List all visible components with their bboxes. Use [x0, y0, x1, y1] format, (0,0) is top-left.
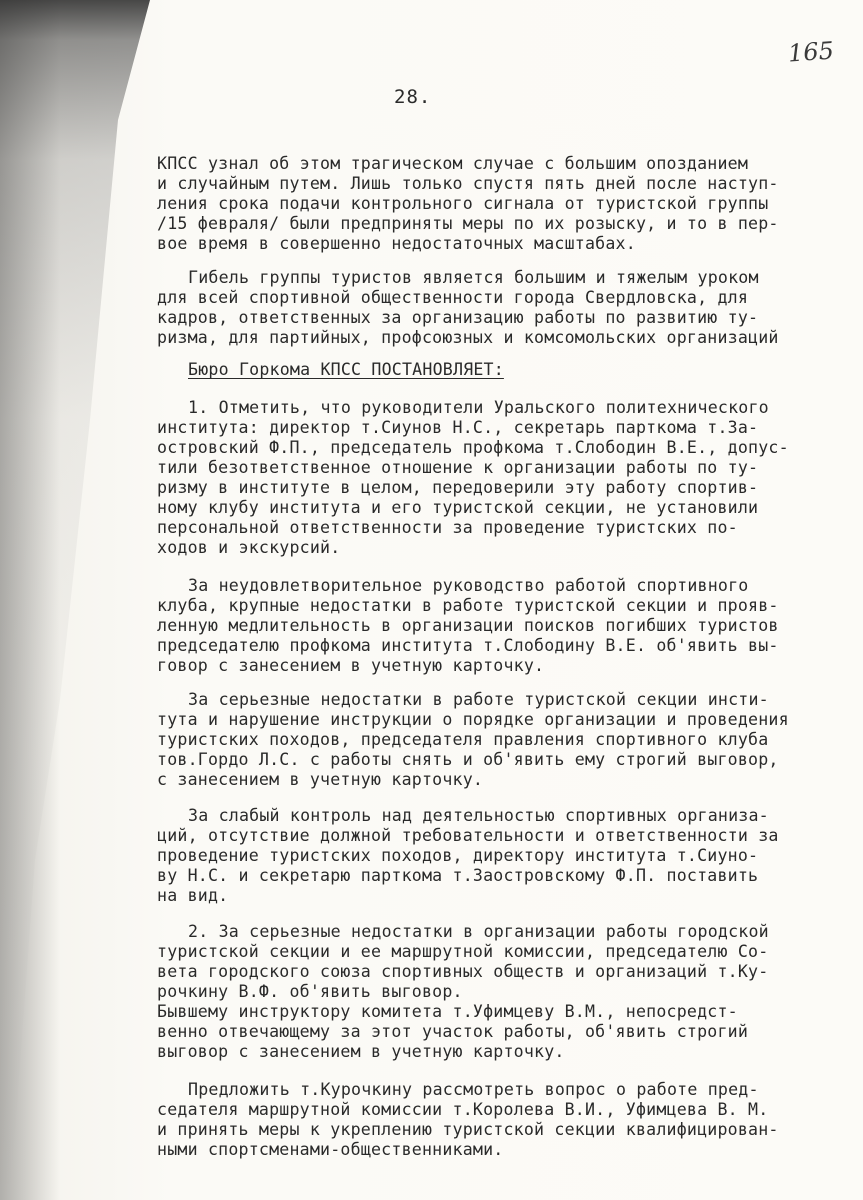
text-line: председателю профкома института т.Слободину В.Е. об'явить вы- [157, 636, 779, 655]
decree-heading: Бюро Горкома КПСС ПОСТАНОВЛЯЕТ: [188, 360, 504, 379]
text-line: Гибель группы туристов является большим и тяжелым уроком [188, 268, 759, 287]
handwritten-archive-number: 165 [787, 36, 835, 68]
text-line: Бывшему инструктору комитета т.Уфимцеву В.М., непосредст- [157, 1002, 738, 1021]
text-line: клуба, крупные недостатки в работе туристской секции и прояв- [157, 596, 779, 615]
text-line: кадров, ответственных за организацию работы по развитию ту- [157, 308, 759, 327]
text-line: рочкину В.Ф. об'явить выговор. [157, 982, 463, 1001]
text-line: ления срока подачи контрольного сигнала от туристской группы [157, 194, 769, 213]
text-line: 2. За серьезные недостатки в организации работы городской [188, 922, 769, 941]
text-line: ризма, для партийных, профсоюзных и комсомольских организаций [157, 328, 779, 347]
text-line: КПСС узнал об этом трагическом случае с большим опозданием [157, 154, 749, 173]
text-line: тили безответственное отношение к организации работы по ту- [157, 458, 759, 477]
page-number: 28. [394, 86, 432, 108]
text-line: вое время в совершенно недостаточных масштабах. [157, 234, 636, 253]
text-line: тов.Гордо Л.С. с работы снять и об'явить ему строгий выговор, [157, 750, 779, 769]
text-line: с занесением в учетную карточку. [157, 770, 484, 789]
text-line: персональной ответственности за проведение туристских по- [157, 518, 738, 537]
text-line: ленную медлительность в организации поисков погибших туристов [157, 616, 779, 635]
text-line: выговор с занесением в учетную карточку. [157, 1042, 565, 1061]
text-line: Предложить т.Курочкину рассмотреть вопрос о работе пред- [188, 1080, 759, 1099]
text-line: ходов и экскурсий. [157, 538, 341, 557]
text-line: для всей спортивной общественности города Свердловска, для [157, 288, 749, 307]
text-line: 1. Отметить, что руководители Уральского политехнического [188, 398, 769, 417]
text-line: говор с занесением в учетную карточку. [157, 656, 545, 675]
text-line: За неудовлетворительное руководство работой спортивного [188, 576, 749, 595]
text-line: За серьезные недостатки в работе туристской секции инсти- [188, 690, 769, 709]
text-line: и принять меры к укреплению туристской секции квалифицирован- [157, 1120, 779, 1139]
text-line: ными спортсменами-общественниками. [157, 1140, 504, 1159]
text-line: ву Н.С. и секретарю парткома т.Заостровскому Ф.П. поставить [157, 866, 759, 885]
text-line: островский Ф.П., председатель профкома т.Слободин В.Е., допус- [157, 438, 789, 457]
text-line: ному клубу института и его туристской секции, не установили [157, 498, 759, 517]
text-line: на вид. [157, 886, 229, 905]
text-line: венно отвечающему за этот участок работы, об'явить строгий [157, 1022, 749, 1041]
text-line: /15 февраля/ были предприняты меры по их розыску, и то в пер- [157, 214, 779, 233]
text-line: проведение туристских походов, директору института т.Сиуно- [157, 846, 759, 865]
text-line: тута и нарушение инструкции о порядке организации и проведения [157, 710, 789, 729]
text-line: вета городского союза спортивных обществ и организаций т.Ку- [157, 962, 769, 981]
text-line: туристских походов, председателя правления спортивного клуба [157, 730, 769, 749]
text-line: и случайным путем. Лишь только спустя пять дней после наступ- [157, 174, 779, 193]
scan-shadow-strip [0, 0, 60, 1200]
text-line: За слабый контроль над деятельностью спортивных организа- [188, 806, 769, 825]
text-line: седателя маршрутной комиссии т.Королева В.И., Уфимцева В. М. [157, 1100, 769, 1119]
text-line: института: директор т.Сиунов Н.С., секретарь парткома т.За- [157, 418, 759, 437]
text-line: ций, отсутствие должной требовательности и ответственности за [157, 826, 779, 845]
text-line: туристской секции и ее маршрутной комиссии, председателю Со- [157, 942, 769, 961]
text-line: ризму в институте в целом, передоверили эту работу спортив- [157, 478, 759, 497]
